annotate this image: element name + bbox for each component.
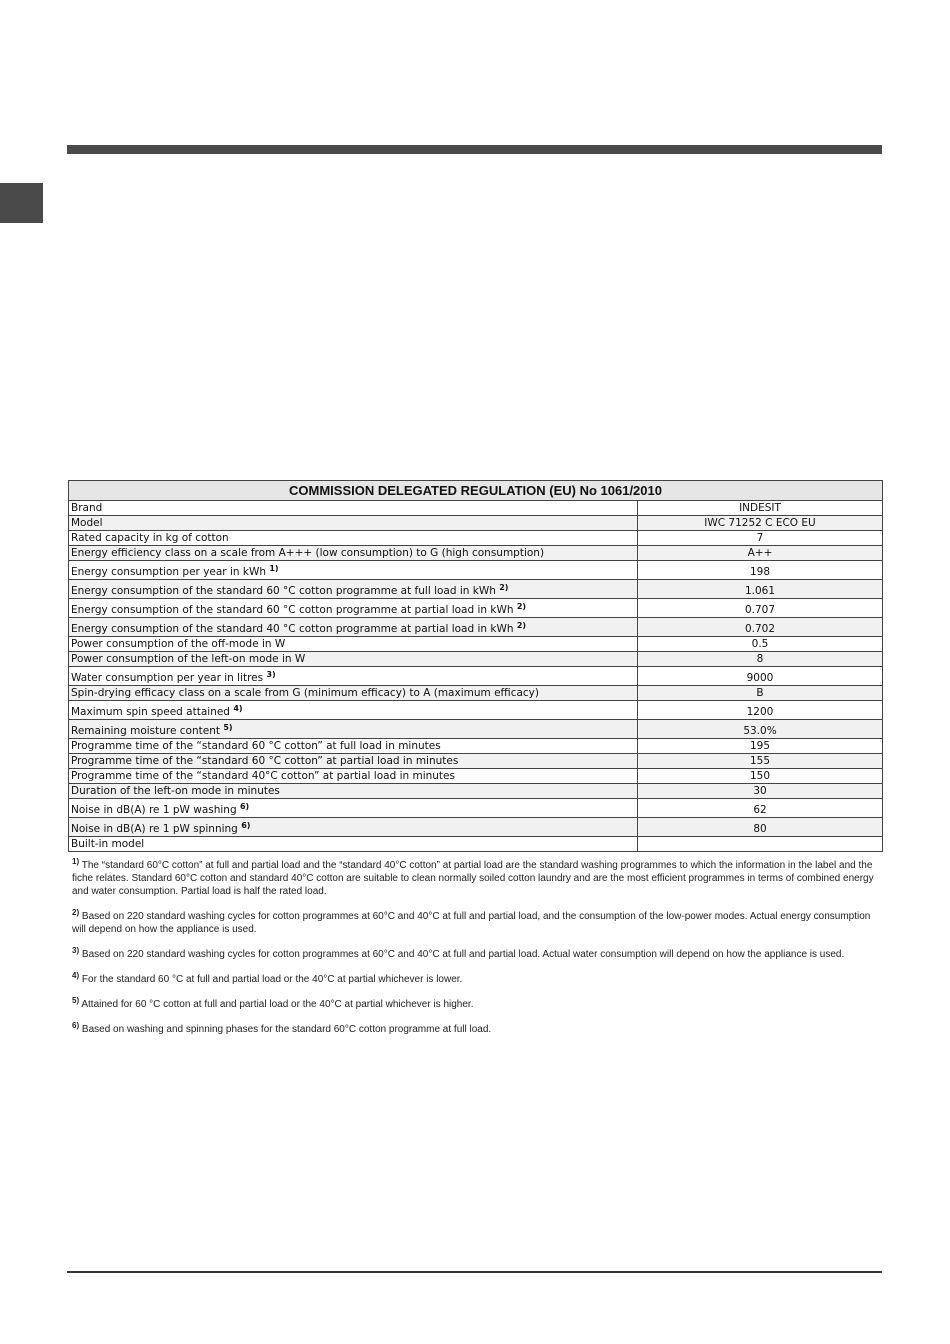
row-label [69, 686, 638, 701]
row-value: 1.061 [638, 580, 883, 599]
table-row [69, 686, 883, 701]
footnotes [72, 859, 884, 1048]
row-label [69, 754, 638, 769]
row-value: INDESIT [638, 501, 883, 516]
row-label-text: Energy consumption of the standard 40 °C cotton programme at partial load in kWh [71, 623, 514, 635]
footnote-ref: 6) [239, 802, 250, 811]
footnote-ref: 1) [269, 564, 279, 573]
row-value: B [638, 686, 883, 701]
footnote-ref: 3) [266, 670, 276, 679]
table-row [69, 769, 883, 784]
footnote-number: 4) [72, 971, 80, 980]
table-row [69, 720, 883, 739]
row-value: 62 [638, 799, 883, 818]
footnote-number: 6) [72, 1021, 80, 1030]
row-label-text: Programme time of the “standard 40°C cotton” at partial load in minutes [71, 770, 455, 782]
row-label-text: Duration of the left-on mode in minutes [71, 785, 280, 797]
row-label-text: Power consumption of the left-on mode in W [71, 653, 306, 665]
footnote-ref: 4) [233, 704, 243, 713]
header-rule [67, 145, 882, 154]
row-value: 53.0% [638, 720, 883, 739]
footnote-text: Based on 220 standard washing cycles for cotton programmes at 60°C and 40°C at full and partial load. Actual water consumption will depend on how the appliance is used. [81, 949, 845, 960]
table-row [69, 561, 883, 580]
row-label-text: Built-in model [71, 838, 145, 850]
row-value: 30 [638, 784, 883, 799]
footnote-ref: 5) [223, 723, 233, 732]
row-label-text: Power consumption of the off-mode in W [71, 638, 286, 650]
row-label [69, 837, 638, 852]
row-label [69, 667, 638, 686]
row-value [638, 837, 883, 852]
table-row [69, 784, 883, 799]
row-label-text: Model [71, 517, 103, 529]
row-label [69, 739, 638, 754]
footnote [72, 859, 884, 898]
row-value: 155 [638, 754, 883, 769]
row-label [69, 784, 638, 799]
row-label-text: Noise in dB(A) re 1 pW washing [71, 804, 237, 816]
row-label-text: Programme time of the “standard 60 °C cotton” at full load in minutes [71, 740, 441, 752]
row-label-text: Water consumption per year in litres [71, 672, 264, 684]
table-row [69, 516, 883, 531]
row-label [69, 652, 638, 667]
footnote-text: Based on washing and spinning phases for the standard 60°C cotton programme at full load. [81, 1024, 492, 1035]
row-value: IWC 71252 C ECO EU [638, 516, 883, 531]
table-row [69, 739, 883, 754]
footnote [72, 910, 884, 936]
row-value: 150 [638, 769, 883, 784]
footnote [72, 1023, 884, 1036]
footnote-text: For the standard 60 °C at full and partial load or the 40°C at partial whichever is lower. [81, 974, 463, 985]
table-row [69, 618, 883, 637]
regulation-table [68, 480, 883, 852]
footnote-number: 3) [72, 946, 80, 955]
table-row [69, 799, 883, 818]
row-label [69, 769, 638, 784]
footnote [72, 973, 884, 986]
footnote-text: Based on 220 standard washing cycles for cotton programmes at 60°C and 40°C at full and partial load, and the consumption of the low-power modes. Actual energy consumption will depend on how the appliance is used. [72, 911, 871, 935]
table-row [69, 818, 883, 837]
row-label [69, 561, 638, 580]
footnote-ref: 2) [516, 621, 527, 630]
row-value: 9000 [638, 667, 883, 686]
row-value: 0.707 [638, 599, 883, 618]
row-label-text: Rated capacity in kg of cotton [71, 532, 229, 544]
row-label [69, 599, 638, 618]
row-value: A++ [638, 546, 883, 561]
row-value: 195 [638, 739, 883, 754]
row-label [69, 501, 638, 516]
row-label-text: Programme time of the “standard 60 °C cotton” at partial load in minutes [71, 755, 459, 767]
row-label [69, 531, 638, 546]
row-label [69, 701, 638, 720]
row-label [69, 637, 638, 652]
footnote-number: 2) [72, 908, 80, 917]
table-row [69, 754, 883, 769]
row-label [69, 516, 638, 531]
row-value: 0.702 [638, 618, 883, 637]
table-row [69, 580, 883, 599]
row-value: 7 [638, 531, 883, 546]
row-label-text: Energy efficiency class on a scale from A+++ (low consumption) to G (high consumption) [71, 547, 545, 559]
row-label-text: Noise in dB(A) re 1 pW spinning [71, 823, 238, 835]
footnote [72, 998, 884, 1011]
table-row [69, 637, 883, 652]
footnote-number: 1) [72, 857, 80, 866]
table-row [69, 531, 883, 546]
row-value: 1200 [638, 701, 883, 720]
row-label [69, 720, 638, 739]
footnote-ref: 2) [516, 602, 527, 611]
row-label [69, 580, 638, 599]
row-label-text: Energy consumption of the standard 60 °C cotton programme at partial load in kWh [71, 604, 514, 616]
table-row [69, 652, 883, 667]
row-label-text: Energy consumption per year in kWh [71, 566, 266, 578]
row-label [69, 546, 638, 561]
row-label [69, 618, 638, 637]
footnote-ref: 2) [499, 583, 509, 592]
table-row [69, 667, 883, 686]
footnote-number: 5) [72, 996, 80, 1005]
row-label-text: Maximum spin speed attained [71, 706, 230, 718]
row-label-text: Brand [71, 502, 103, 514]
row-label-text: Energy consumption of the standard 60 °C cotton programme at full load in kWh [71, 585, 496, 597]
footer-rule [67, 1271, 882, 1273]
row-value: 80 [638, 818, 883, 837]
row-label-text: Remaining moisture content [71, 725, 220, 737]
table-row [69, 599, 883, 618]
footnote-text: Attained for 60 °C cotton at full and partial load or the 40°C at partial whichever is higher. [81, 999, 474, 1010]
language-tab-marker [0, 183, 43, 223]
table-row [69, 501, 883, 516]
row-label [69, 799, 638, 818]
table-title: COMMISSION DELEGATED REGULATION (EU) No 1061/2010 [69, 481, 883, 501]
row-label-text: Spin-drying efficacy class on a scale from G (minimum efficacy) to A (maximum efficacy) [71, 687, 539, 699]
row-value: 0.5 [638, 637, 883, 652]
row-value: 8 [638, 652, 883, 667]
row-value: 198 [638, 561, 883, 580]
footnote-text: The “standard 60°C cotton” at full and partial load and the “standard 40°C cotton” at partial load are the standard washing programmes to which the information in the label and the fiche relates. Standard 60°C cotton and standard 40°C cotton are suitable to clean normally soiled cotton laundry and are the most efficient programmes in terms of combined energy and water consumption. Partial load is half the rated load. [72, 860, 874, 897]
footnote [72, 948, 884, 961]
table-row [69, 546, 883, 561]
table-row [69, 837, 883, 852]
table-body [69, 501, 883, 852]
row-label [69, 818, 638, 837]
footnote-ref: 6) [241, 821, 251, 830]
table-row [69, 701, 883, 720]
